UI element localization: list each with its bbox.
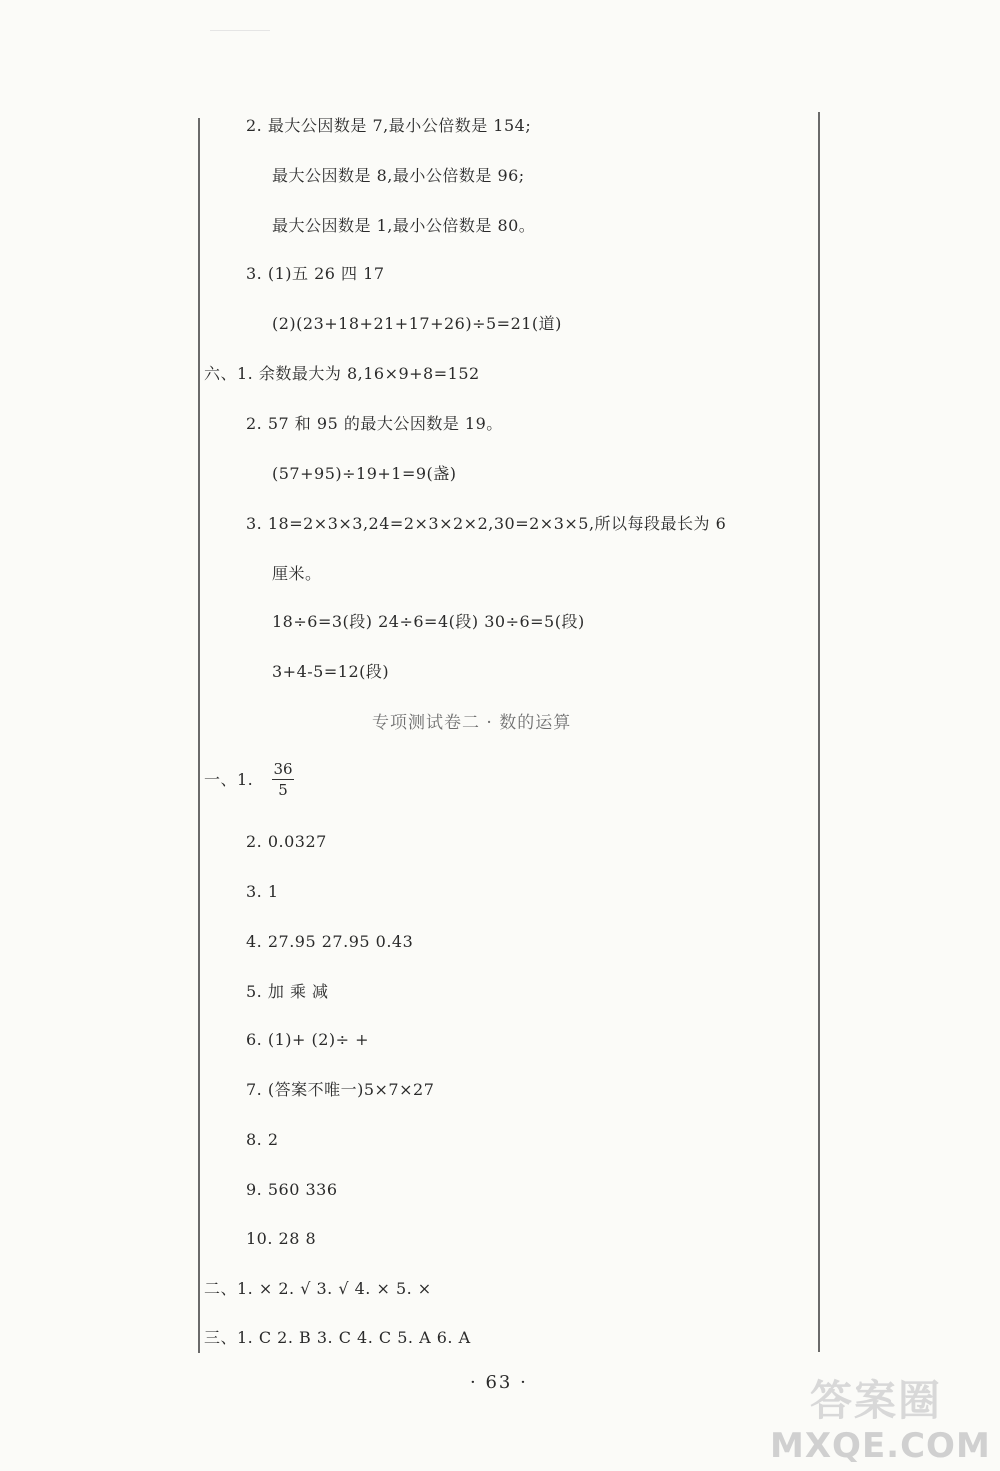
answer-line: 3. (1)五 26 四 17 (246, 264, 385, 283)
fraction (272, 760, 294, 799)
answer-line: 4. 27.95 27.95 0.43 (246, 932, 414, 951)
answer-line: 三、1. C 2. B 3. C 4. C 5. A 6. A (204, 1328, 471, 1347)
right-margin-rule (818, 112, 820, 1352)
answer-line: 二、1. × 2. √ 3. √ 4. × 5. × (204, 1279, 432, 1298)
answer-line: 3. 18=2×3×3,24=2×3×2×2,30=2×3×5,所以每段最长为 6 (246, 514, 727, 533)
answer-line: 10. 28 8 (246, 1229, 317, 1248)
answer-line: 18÷6=3(段) 24÷6=4(段) 30÷6=5(段) (272, 612, 585, 631)
section-title: 专项测试卷二 · 数的运算 (372, 713, 572, 733)
answer-line: 2. 57 和 95 的最大公因数是 19。 (246, 414, 503, 433)
watermark-url-text: MXQE.COM (770, 1426, 991, 1466)
answer-line: 6. (1)+ (2)÷ + (246, 1030, 370, 1049)
answer-line: 3+4-5=12(段) (272, 662, 390, 681)
answer-line: 3. 1 (246, 882, 279, 901)
answer-line: (2)(23+18+21+17+26)÷5=21(道) (272, 314, 562, 333)
answer-line: 厘米。 (272, 564, 322, 583)
answer-line: 8. 2 (246, 1130, 279, 1149)
answer-line: 一、1. (204, 770, 254, 789)
left-margin-rule (198, 118, 200, 1353)
scan-mark (210, 30, 270, 31)
answer-line: 2. 最大公因数是 7,最小公倍数是 154; (246, 116, 532, 135)
fraction-denominator: 5 (278, 781, 288, 799)
answer-line: 5. 加 乘 减 (246, 982, 329, 1001)
answer-line: 2. 0.0327 (246, 832, 327, 851)
page-number: · 63 · (470, 1372, 528, 1393)
answer-line: 9. 560 336 (246, 1180, 338, 1199)
fraction-numerator: 36 (273, 760, 293, 778)
answer-line: 最大公因数是 1,最小公倍数是 80。 (272, 216, 536, 235)
answer-line: 7. (答案不唯一)5×7×27 (246, 1080, 435, 1099)
watermark (770, 1368, 995, 1468)
answer-line: 最大公因数是 8,最小公倍数是 96; (272, 166, 525, 185)
answer-line: 六、1. 余数最大为 8,16×9+8=152 (204, 364, 480, 383)
watermark-logo-text: 答案圈 (810, 1376, 943, 1425)
answer-line: (57+95)÷19+1=9(盏) (272, 464, 457, 483)
